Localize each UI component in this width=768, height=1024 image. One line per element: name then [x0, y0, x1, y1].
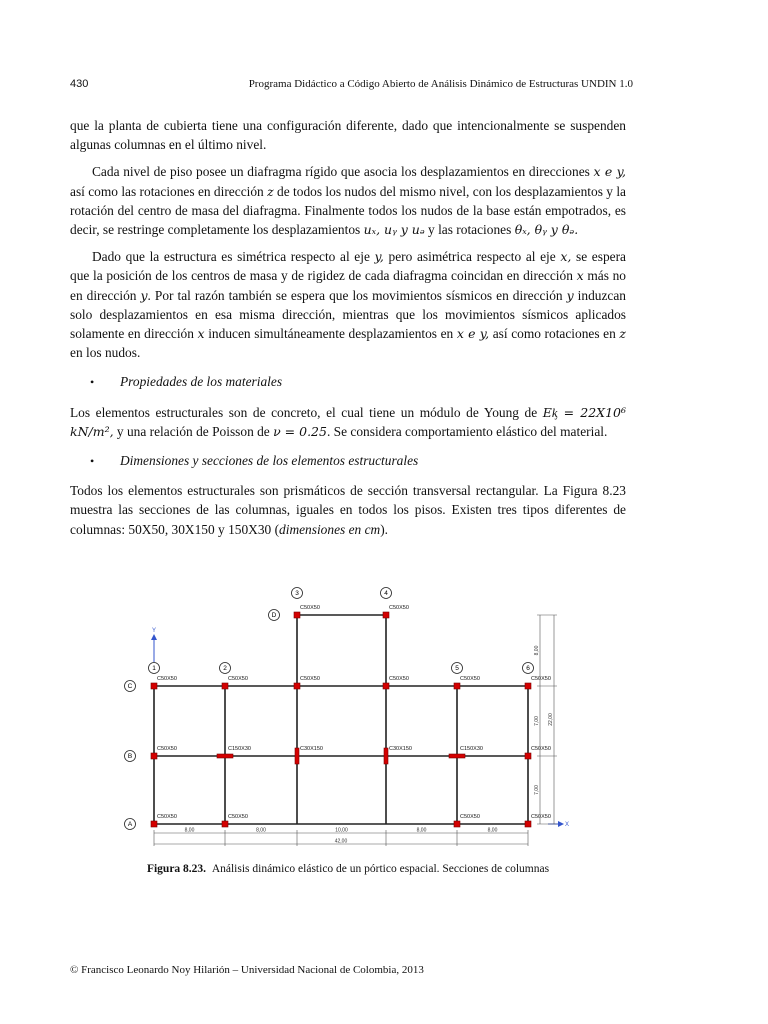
column-section-C1 [151, 683, 157, 689]
section-label-D3: C50X50 [300, 605, 320, 611]
col-label-2: 2 [223, 665, 227, 673]
column-section-B4 [384, 748, 388, 764]
column-section-D4 [383, 612, 389, 618]
section-label-C6: C50X50 [531, 676, 551, 682]
section-label-B5: C150X30 [460, 746, 483, 752]
column-section-B3 [295, 748, 299, 764]
column-section-B6 [525, 753, 531, 759]
paragraph-2: Cada nivel de piso posee un diafragma rígido que asocia los desplazamientos en direcciones x e y, así como las rotaciones en dirección z de todos los nudos del mismo nivel, con los desplazamientos y la rotación del centro de masa del diafragma. Finalmente todos los nudos de la base están empotrados, es decir, se restringe completamente los desplazamientos uₓ, uᵧ y uₔ y las rotaciones θₓ, θᵧ y θₔ. [70, 164, 626, 238]
bay-x-label-4: 8,00 [487, 827, 498, 834]
bay-x-label-0: 8,00 [184, 827, 195, 834]
column-section-C5 [454, 683, 460, 689]
section-label-B6: C50X50 [531, 746, 551, 752]
section-label-B2: C150X30 [228, 746, 251, 752]
column-section-C3 [294, 683, 300, 689]
running-title: Programa Didáctico a Código Abierto de Análisis Dinámico de Estructuras UNDIN 1.0 [248, 78, 633, 90]
column-section-C6 [525, 683, 531, 689]
paragraph-3: Dado que la estructura es simétrica respecto al eje y, pero asimétrica respecto al eje x, se espera que la posición de los centros de masa y de rigidez de cada diafragma coincidan en dirección x más no en dirección y. Por tal razón también se espera que los movimientos sísmicos en dirección y induzcan solo desplazamientos en esa misma dirección, mientras que los movimientos sísmicos aplicados solamente en dirección x inducen simultáneamente desplazamientos en x e y, así como rotaciones en z en los nudos. [70, 249, 627, 361]
bay-y-label-1: 7,00 [534, 716, 540, 726]
row-label-D: D [271, 612, 277, 620]
section-label-C4: C50X50 [389, 676, 409, 682]
bay-y-label-0: 7,00 [534, 785, 540, 795]
section-label-C5: C50X50 [460, 676, 480, 682]
section-label-C2: C50X50 [228, 676, 248, 682]
column-section-A2 [222, 821, 228, 827]
section-label-A1: C50X50 [157, 814, 177, 820]
y-axis-label: Y [152, 628, 157, 634]
section-label-C1: C50X50 [157, 676, 177, 682]
column-section-A5 [454, 821, 460, 827]
col-label-3: 3 [295, 590, 299, 598]
frame-plan-svg [118, 584, 578, 856]
figure-caption: Figura 8.23. Análisis dinámico elástico de un pórtico espacial. Secciones de columnas [146, 863, 550, 875]
section-label-D4: C50X50 [389, 605, 409, 611]
paragraph-1: que la planta de cubierta tiene una configuración diferente, dado que intencionalmente se suspenden algunas columnas en el último nivel. [70, 118, 626, 153]
bay-y-label-2: 8,00 [534, 645, 540, 656]
column-section-C4 [383, 683, 389, 689]
bullet-materials: • Propiedades de los materiales [90, 374, 283, 390]
column-section-C2 [222, 683, 228, 689]
col-label-1: 1 [152, 665, 156, 673]
page-footer: © Francisco Leonardo Noy Hilarión – Universidad Nacional de Colombia, 2013 [70, 964, 424, 976]
page-number: 430 [70, 78, 89, 90]
column-section-D3 [294, 612, 300, 618]
running-header [70, 78, 633, 90]
section-label-B4: C30X150 [389, 746, 412, 752]
x-axis-label: X [565, 822, 570, 828]
col-label-4: 4 [384, 590, 388, 598]
section-label-C3: C50X50 [300, 676, 320, 682]
bay-x-label-3: 8,00 [416, 827, 427, 834]
column-section-B1 [151, 753, 157, 759]
row-label-B: B [127, 753, 133, 761]
bay-x-label-1: 8,00 [256, 827, 266, 834]
section-label-A2: C50X50 [228, 814, 248, 820]
bullet-dimensions: • Dimensiones y secciones de los elementos estructurales [90, 453, 419, 469]
row-label-A: A [127, 821, 133, 829]
total-x-label: 42,00 [334, 838, 348, 845]
column-section-A6 [525, 821, 531, 827]
total-y-label: 22,00 [548, 713, 554, 726]
column-section-A1 [151, 821, 157, 827]
paragraph-5: Todos los elementos estructurales son prismáticos de sección transversal rectangular. La Figura 8.23 muestra las secciones de las columnas, iguales en todos los pisos. Existen tres tipos diferentes de columnas: 50X50, 30X150 y 150X30 (dimensiones en cm). [70, 483, 626, 537]
col-label-6: 6 [526, 665, 530, 673]
y-axis-head [151, 634, 157, 640]
section-label-A6: C50X50 [531, 814, 551, 820]
section-label-B3: C30X150 [300, 746, 323, 752]
column-section-B2 [217, 754, 233, 758]
section-label-B1: C50X50 [157, 746, 177, 752]
section-label-A5: C50X50 [460, 814, 480, 820]
paragraph-4: Los elementos estructurales son de concreto, el cual tiene un módulo de Young de Eᶄ = 22X10⁶ kN/m², y una relación de Poisson de ν = 0.25. Se considera comportamiento elástico del material. [70, 404, 626, 439]
row-label-C: C [127, 683, 133, 691]
column-sections-figure [118, 584, 578, 856]
col-label-5: 5 [455, 665, 459, 673]
bay-x-label-2: 10,00 [335, 827, 348, 834]
x-axis-head [558, 821, 564, 827]
column-section-B5 [449, 754, 465, 758]
body-text [70, 116, 626, 547]
